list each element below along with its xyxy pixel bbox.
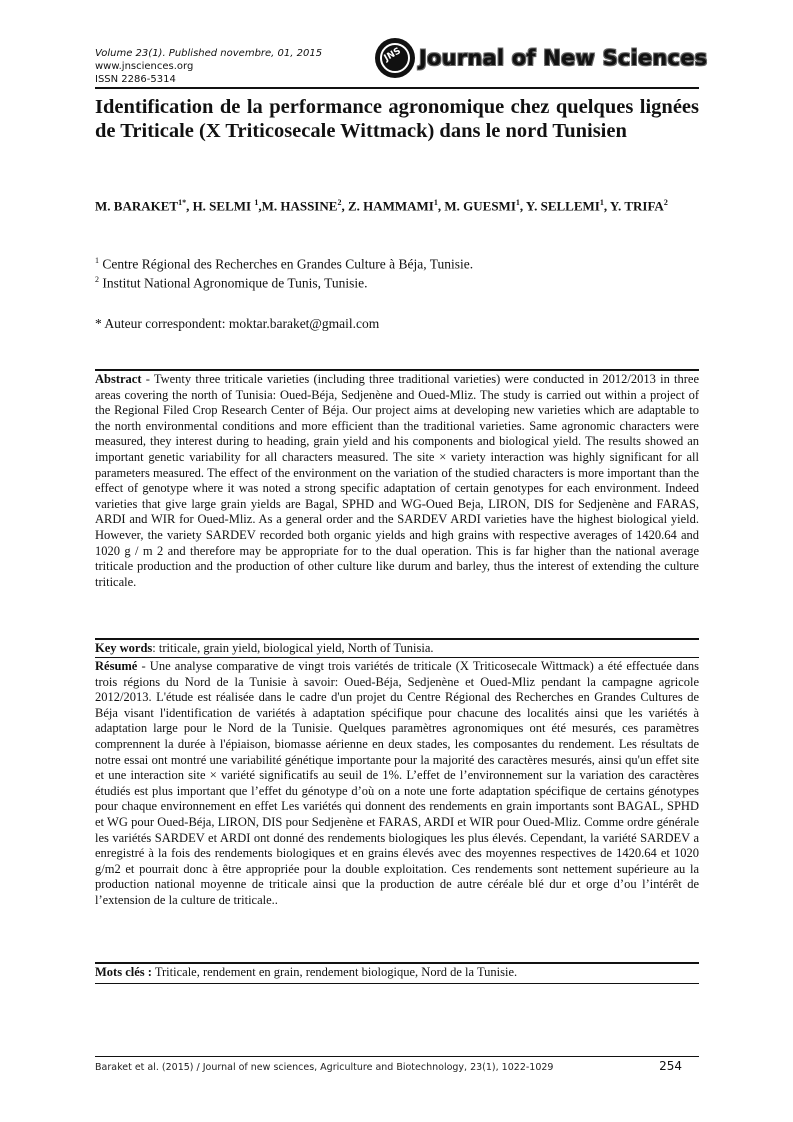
abstract-label: Abstract: [95, 372, 142, 386]
author-3: ,M. HASSINE: [258, 198, 338, 214]
paper-title: Identification de la performance agronomique chez quelques lignées de Triticale (X Triticosecale Wittmack) dans le nord Tunisien: [95, 96, 699, 142]
author-7: , Y. TRIFA: [603, 198, 664, 214]
mots-cles: [95, 965, 699, 981]
page-number: 254: [659, 1059, 682, 1073]
mots-cles-rule: [95, 983, 699, 984]
mots-cles-text: Triticale, rendement en grain, rendement biologique, Nord de la Tunisie.: [151, 965, 518, 979]
keywords-rule: [95, 657, 699, 658]
corresponding-author: * Auteur correspondent: moktar.baraket@gmail.com: [95, 316, 380, 331]
author-6: , Y. SELLEMI: [519, 198, 600, 214]
author-2: , H. SELMI: [186, 198, 255, 214]
abstract: [95, 372, 699, 590]
jns-badge-icon: [375, 38, 415, 78]
author-list: M. $BARAKET^{1*}$, H. SELMI $^1$,M. HASSINE$^2$, Z. HAMMAMI$^1$, M. GUESMI$^1$, Y. SELLEMI$^1$, Y. TRIFA$^2$: [95, 198, 668, 214]
journal-logo: [375, 38, 707, 78]
author-4: , Z. HAMMAMI: [341, 198, 434, 214]
logo-badge-text: JNS: [382, 46, 403, 64]
issn-line: ISSN 2286-5314: [95, 74, 176, 85]
author-5: , M. GUESMI: [437, 198, 516, 214]
header-divider: [95, 87, 699, 89]
resume-text: - Une analyse comparative de vingt trois variétés de triticale (X Triticosecale Wittmack) a été effectuée dans trois régions du Nord de la Tunisie à savoir: Oued-Béja, Sedjenène et Oued-Mliz pendant la campagne agricole 2012/2013. L'étude est réalisée dans le cadre d'un projet du Centre Régional des Recherches en Grandes Cultures de Béja visant l'identification de variétés à adaptation spécifique pour chacune des localités ainsi que les variétés à adaptation large pour le Nord de la Tunisie. Quelques paramètres agronomiques ont été mesurés, ces paramètres comprennent la durée à l'épiaison, biomasse aérienne en deux stades, les composantes du rendement. Les résultats de notre essai ont montré une variabilité génétique importante pour la majorité des caractères mesurés, ainsi qu'un effet site et une interaction site × variété significatifs au seuil de 1%. L’effet de l’environnement sur la variation des caractères étudiés est plus important que l’effet du génotype d’où on a note une forte adaptation spécifique de certains génotypes pour chaque environnement en effet Les variétés qui donnent des rendements en grain importants sont BAGAL, SPHD et WG pour Oued-Béja, LIRON, DIS pour Sedjenène et FARAS, ARDI et WIR pour Oued-Mliz. Comme ordre générale les variétés SARDEV et ARDI ont donné des rendements biologiques les plus élevés. Cependant, la variété SARDEV a enregistré à la fois des rendements biologiques et en grains élevés avec des moyennes respectives de 1420.64 et 1020 g/m2 et pourrait donc à être appropriée pour la double exploitation. Ces rendements sont nettement supérieure au la production national moyenne de triticale ainsi que la production de autre céréale blé dur et orge d’ou l’intérêt de l’extension de la culture de triticale..: [95, 659, 699, 907]
journal-name: Journal of New Sciences: [419, 46, 708, 70]
keywords-text: : triticale, grain yield, biological yield, North of Tunisia.: [152, 641, 434, 655]
abstract-top-rule: [95, 369, 699, 371]
issue-info: [95, 47, 322, 86]
abstract-bottom-rule: [95, 638, 699, 640]
affiliation-1: $^1$ Centre Régional des Recherches en Grandes Culture à Béja, Tunisie.: [95, 256, 474, 272]
mots-cles-label: Mots clés :: [95, 965, 152, 979]
footer-divider: [95, 1056, 699, 1057]
resume-bottom-rule: [95, 962, 699, 964]
resume: [95, 659, 699, 909]
resume-label: Résumé: [95, 659, 138, 673]
keywords: [95, 641, 699, 657]
abstract-text: - Twenty three triticale varieties (including three traditional varieties) were conducted in 2012/2013 in three areas covering the north of Tunisia: Oued-Béja, Sedjenène and Oued-Mliz. The study is carried out within a project of the Regional Filed Crop Research Center of Béja. Our project aims at developing new varieties which are adaptable to the north environmental conditions and more efficient than the traditional varieties. Same agronomic characters were measured, they interest during to heading, grain yield and his components and biological yield. The results showed an important genetic variability for all characters measured. The site × variety interaction was highly significant for all parameters measured. The effect of the environment on the variation of the studied characters is more important than the effect of genotype where it was noted a strong specific adaptation of certain genotypes for each environment. Indeed varieties that give large grain yields are Bagal, SPHD and WG-Oued Beja, LIRON, DIS for Sedjenène and FARAS, ARDI and WIR for Oued-Mliz. As a general order and the SARDEV ARDI varieties have the highest biological yield. However, the variety SARDEV recorded both organic yields and high grains with respective averages of 1420.64 and 1020 g / m 2 and therefore may be appropriate for to the dual operation. This is far higher than the national average triticale production and the production of other culture like durum and barley, thus the interest of extending the culture triticale.: [95, 372, 699, 589]
journal-website[interactable]: www.jnsciences.org: [95, 61, 194, 72]
affiliation-2: $^2$ Institut National Agronomique de Tunis, Tunisie.: [95, 275, 368, 291]
keywords-label: Key words: [95, 641, 153, 655]
footer-citation: Baraket et al. (2015) / Journal of new sciences, Agriculture and Biotechnology, 23(1), 1022-1029: [95, 1062, 554, 1073]
author-1: M. BARAKET: [95, 198, 179, 214]
volume-line: Volume 23(1). Published novembre, 01, 2015: [95, 48, 323, 59]
